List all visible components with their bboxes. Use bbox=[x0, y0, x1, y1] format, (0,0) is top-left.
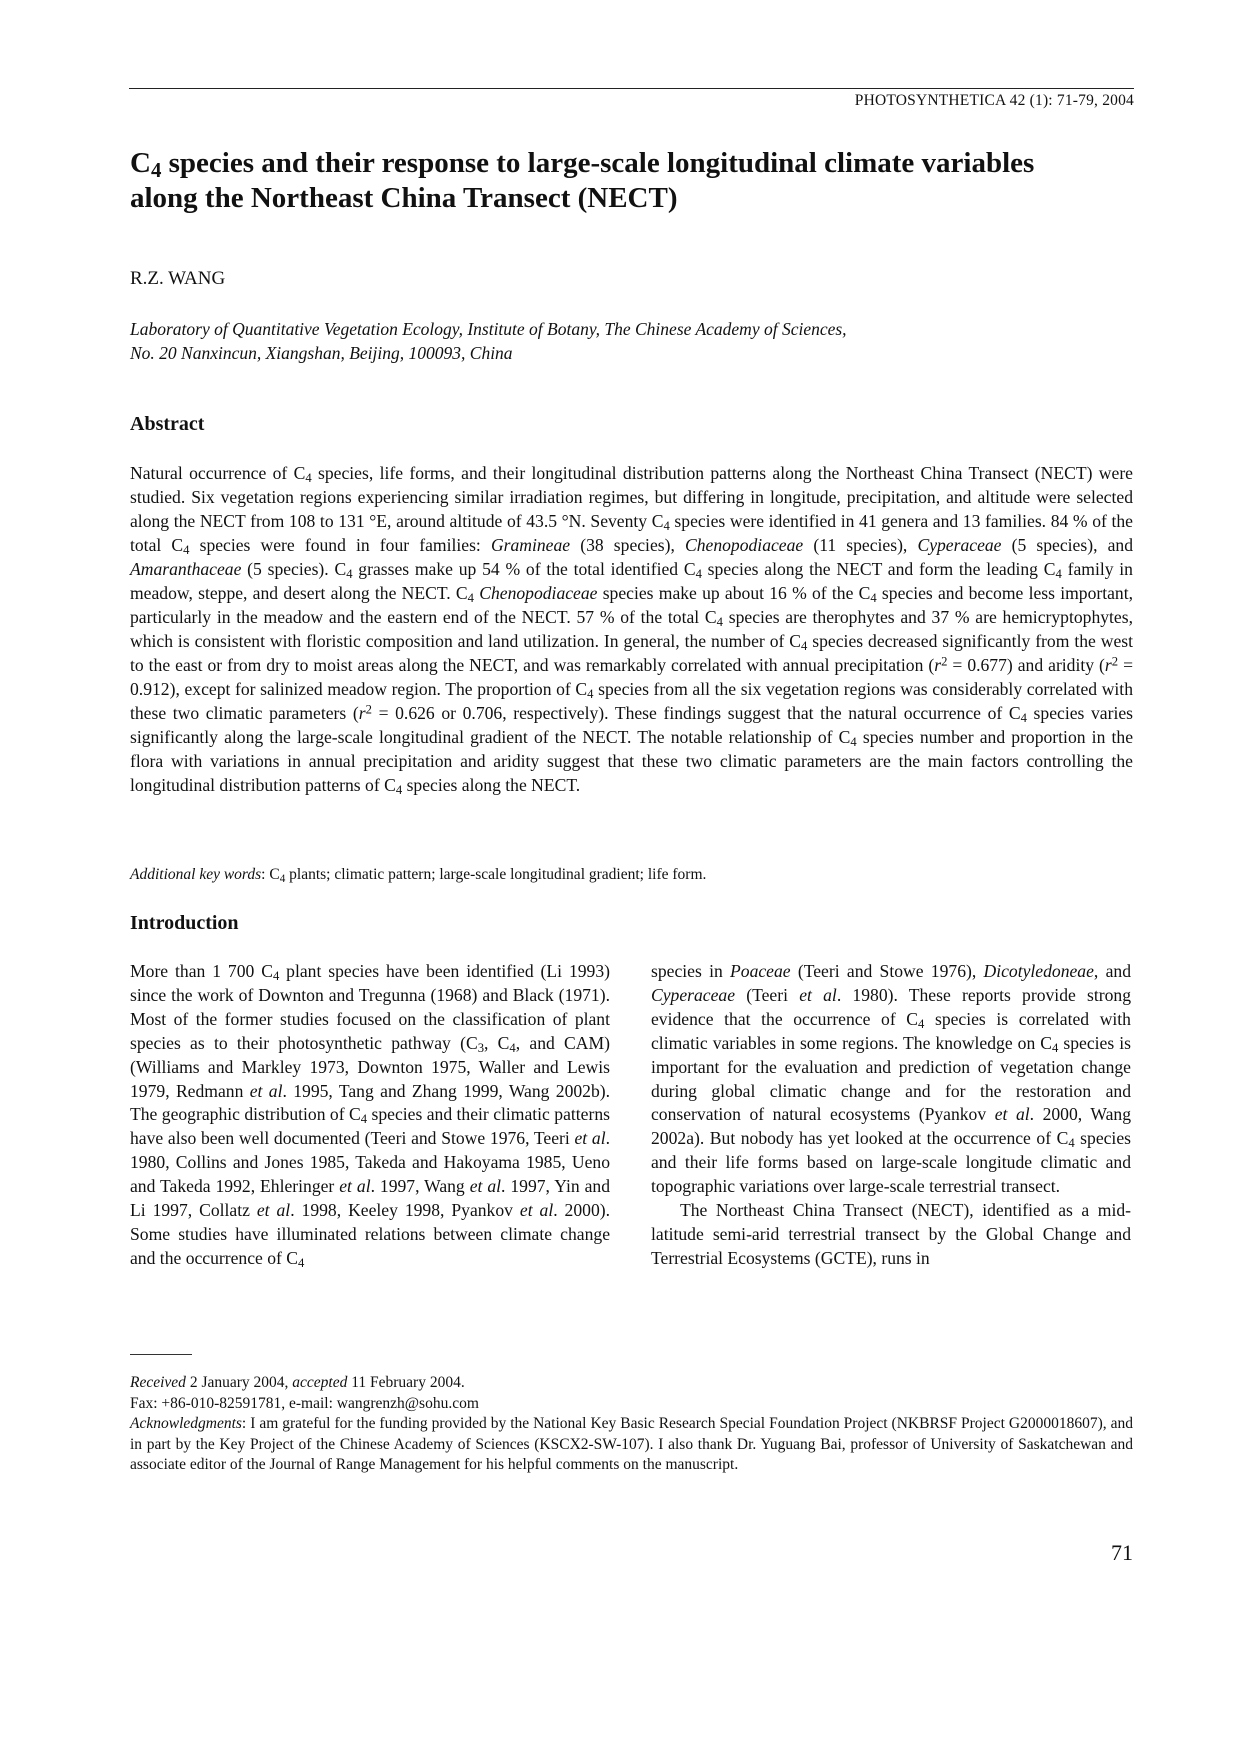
key-words-label: Additional key words bbox=[130, 866, 262, 883]
title-c: C bbox=[130, 147, 151, 179]
taxon-amaranthaceae: Amaranthaceae bbox=[130, 559, 242, 579]
affiliation-line2: No. 20 Nanxincun, Xiangshan, Beijing, 100093, China bbox=[130, 343, 513, 363]
taxon-chenopodiaceae: Chenopodiaceae bbox=[684, 535, 804, 555]
introduction-left-column bbox=[130, 960, 610, 1271]
title-line1: species and their response to large-scale longitudinal climate variables bbox=[161, 147, 1035, 179]
abstract-text: Natural occurrence of $C_4$ species, life forms, and their longitudinal distribution patterns along the Northeast China Transect (NECT) were studied. Six vegetation regions experiencing similar irradiation regimes, but differing in longitude, precipitation, and altitude were selected along the NECT from 108 to 131 °E, around altitude of 43.5 °N. Seventy $C_4$ species were identified in 41 genera and 13 families. 84 % of the total $C_4$ species were found in four families: Gramineae (38 species), Chenopodiaceae (11 species), Cyperaceae (5 species), and Amaranthaceae (5 species). $C_4$ grasses make up 54 % of the total identified $C_4$ species along the NECT and form the leading $C_4$ family in meadow, steppe, and desert along the NECT. $C_4$ Chenopodiaceae species make up about 16 % of the $C_4$ species and become less important, particularly in the meadow and the eastern end of the NECT. 57 % of the total $C_4$ species are therophytes and 37 % are hemicryptophytes, which is consistent with floristic composition and land utilization. In general, the number of $C_4$ species decreased significantly from the west to the east or from dry to moist areas along the NECT, and was remarkably correlated with annual precipitation $(r^2 = 0.677)$ and aridity $(r^2 = 0.912)$, except for salinized meadow region. The proportion of $C_4$ species from all the six vegetation regions was considerably correlated with these two climatic parameters ($r^2 = 0.626$ or 0.706, respectively). These findings suggest that the natural occurrence of $C_4$ species varies significantly along the large-scale longitudinal gradient of the NECT. The notable relationship of $C_4$ species number and proportion in the flora with variations in annual precipitation and aridity suggest that these two climatic parameters are the main factors controlling the longitudinal distribution patterns of $C_4$ species along the NECT. bbox=[130, 463, 1134, 798]
taxon-cyperaceae: Cyperaceae bbox=[917, 535, 1002, 555]
introduction-heading: Introduction bbox=[130, 912, 239, 934]
footnotes bbox=[130, 1373, 1133, 1476]
intro-paragraph-2: The Northeast China Transect (NECT), identified as a mid-latitude semi-arid terrestrial transect by the Global Change and Terrestrial Ecosystems (GCTE), runs in bbox=[651, 1200, 1131, 1268]
intro-paragraph-1-cont: species in Poaceae (Teeri and Stowe 1976), Dicotyledoneae, and Cyperaceae (Teeri et al. 1980). These reports provide strong evidence that the occurrence of $C_4$ species is correlated with climatic variables in some regions. The knowledge on $C_4$ species is important for the evaluation and prediction of vegetation change during global climatic change and for the restoration and conservation of natural ecosystems (Pyankov et al. 2000, Wang 2002a). But nobody has yet looked at the occurrence of $C_4$ species and their life forms based on large-scale longitude climatic and topographic variations over large-scale terrestrial transect. bbox=[651, 961, 1132, 1197]
footnote-rule bbox=[130, 1354, 192, 1355]
taxon-chenopodiaceae: Chenopodiaceae bbox=[479, 583, 598, 603]
introduction-right-column bbox=[651, 960, 1131, 1271]
affiliation-line1: Laboratory of Quantitative Vegetation Ecology, Institute of Botany, The Chinese Academy of Sciences, bbox=[130, 319, 847, 339]
article-title bbox=[130, 146, 1130, 216]
page-number: 71 bbox=[1111, 1540, 1133, 1565]
key-words: Additional key words: $C_4$ plants; climatic pattern; large-scale longitudinal gradient; life form. bbox=[130, 866, 707, 885]
running-head: PHOTOSYNTHETICA 42 (1): 71-79, 2004 bbox=[854, 92, 1134, 109]
taxon-gramineae: Gramineae bbox=[490, 535, 571, 555]
title-line2: along the Northeast China Transect (NECT) bbox=[130, 182, 678, 214]
header-rule bbox=[129, 88, 1134, 89]
acknowledgments-note: Acknowledgments: I am grateful for the funding provided by the National Key Basic Research Special Foundation Project (NKBRSF Project G2000018607), and in part by the Key Project of the Chinese Academy of Sciences (KSCX2-SW-107). I also thank Dr. Yuguang Bai, professor of University of Saskatchewan and associate editor of the Journal of Range Management for his helpful comments on the manuscript. bbox=[130, 1415, 1133, 1474]
abstract-heading: Abstract bbox=[130, 413, 205, 435]
intro-paragraph-1: More than 1 700 $C_4$ plant species have been identified (Li 1993) since the work of Downton and Tregunna (1968) and Black (1971). Most of the former studies focused on the classification of plant species as to their photosynthetic pathway ($C_3$, $C_4$, and CAM) (Williams and Markley 1973, Downton 1975, Waller and Lewis 1979, Redmann et al. 1995, Tang and Zhang 1999, Wang 2002b). The geographic distribution of $C_4$ species and their climatic patterns have also been well documented (Teeri and Stowe 1976, Teeri et al. 1980, Collins and Jones 1985, Takeda and Hakoyama 1985, Ueno and Takeda 1992, Ehleringer et al. 1997, Wang et al. 1997, Yin and Li 1997, Collatz et al. 1998, Keeley 1998, Pyankov et al. 2000). Some studies have illuminated relations between climate change and the occurrence of $C_4$ bbox=[130, 961, 611, 1271]
affiliation bbox=[130, 317, 1130, 365]
title-subscript: 4 bbox=[150, 158, 162, 183]
contact-note: Fax: +86-010-82591781, e-mail: wangrenzh@sohu.com bbox=[130, 1394, 479, 1412]
received-note: Received 2 January 2004, accepted 11 February 2004. bbox=[130, 1374, 465, 1391]
author: R.Z. WANG bbox=[130, 268, 226, 289]
